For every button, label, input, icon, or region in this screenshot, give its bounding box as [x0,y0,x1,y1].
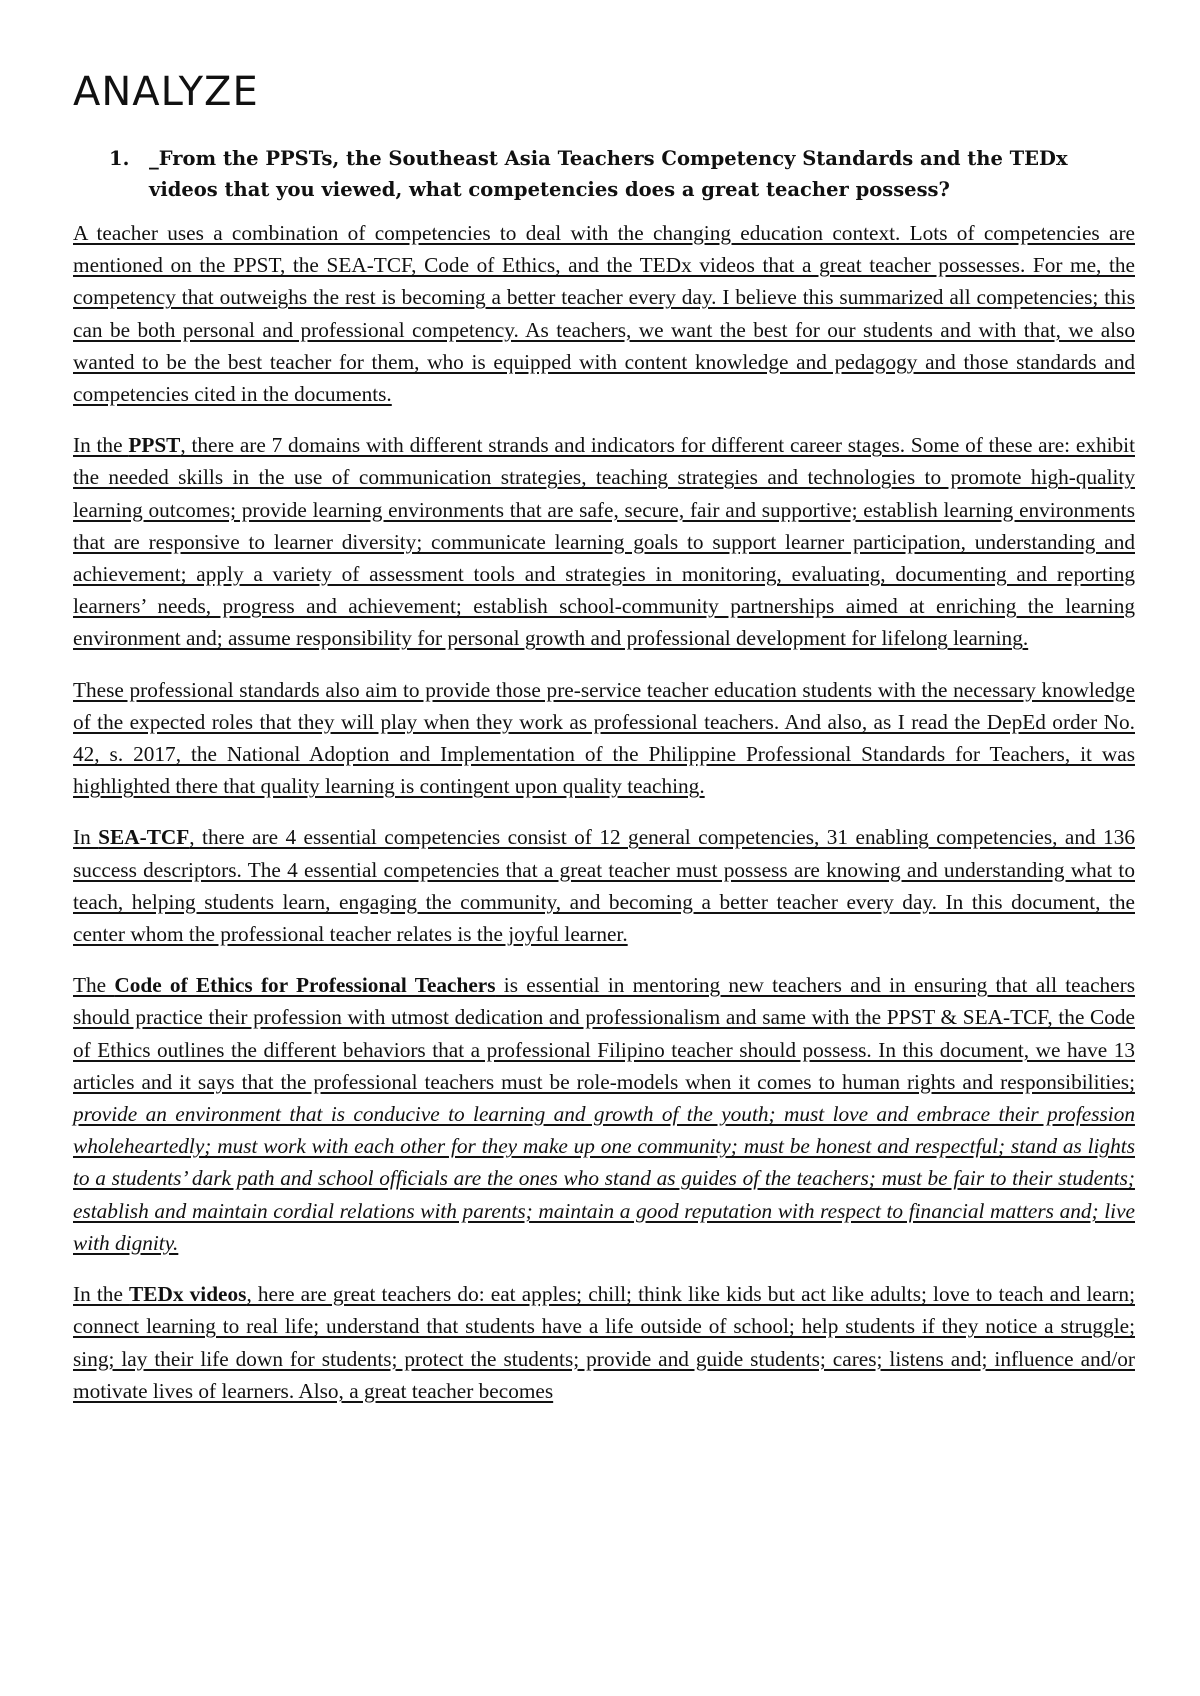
paragraph-italic-text: provide an environment that is conducive to learning and growth of the youth; must love and embrace their profession wholeheartedly; must work with each other for they make up one community; must be honest and respectful; stand as lights to a students’ dark path and school officials are the ones who stand as guides of the teachers; must be fair to their students; establish and maintain cordial relations with parents; maintain a good reputation with respect to financial matters and; live with dignity. [73,1102,1135,1255]
paragraph-lead: In [73,825,99,850]
document-body [73,70,1135,1426]
answer-paragraph-standards [73,674,1135,803]
answer-paragraph-sea-tcf [73,821,1135,950]
paragraph-keyword: SEA-TCF [98,825,190,850]
paragraph-text: , here are great teachers do: eat apples; chill; think like kids but act like adults; love to teach and learn; connect learning to real life; understand that students have a life outside of school; help students if they notice a struggle; sing; lay their life down for students; protect the students; provide and guide students; cares; listens and; influence and/or motivate lives of learners. Also, a great teacher becomes [73,1282,1135,1403]
question-number: 1. [109,147,130,170]
paragraph-text: is essential in mentoring new teachers and in ensuring that all teachers should practice their profession with utmost dedication and professionalism and same with the PPST & SEA-TCF, the Code of Ethics outlines the different behaviors that a professional Filipino teacher should possess. In this document, we have 13 articles and it says that the professional teachers must be role-models when it comes to human rights and responsibilities; [73,973,1136,1094]
paragraph-keyword: PPST [128,433,181,458]
question-text: _From the PPSTs, the Southeast Asia Teachers Competency Standards and the TEDx videos that you viewed, what competencies does a great teacher possess? [149,147,1068,201]
paragraph-keyword: Code of Ethics for Professional Teachers [114,973,496,998]
paragraph-text: , there are 4 essential competencies consist of 12 general competencies, 31 enabling competencies, and 136 success descriptors. The 4 essential competencies that a great teacher must possess are knowing and understanding what to teach, helping students learn, engaging the community, and becoming a better teacher every day. In this document, the center whom the professional teacher relates is the joyful learner. [73,825,1135,947]
answer-paragraph-code-of-ethics [73,969,1135,1259]
paragraph-keyword: TEDx videos [129,1282,247,1307]
paragraph-lead: In the [73,1282,130,1307]
answer-paragraph-intro [73,217,1135,410]
paragraph-text: These professional standards also aim to provide those pre-service teacher education students with the necessary knowledge of the expected roles that they will play when they work as professional teachers. And also, as I read the DepEd order No. 42, s. 2017, the National Adoption and Implementation of the Philippine Professional Standards for Teachers, it was highlighted there that quality learning is contingent upon quality teaching. [73,677,1135,799]
paragraph-lead: In the [73,433,129,458]
paragraph-lead: The [73,973,115,998]
paragraph-text: , there are 7 domains with different strands and indicators for different career stages. Some of these are: exhibit the needed skills in the use of communication strategies, teaching strategies and technologies to promote high-quality learning outcomes; provide learning environments that are safe, secure, fair and supportive; establish learning environments that are responsive to learner diversity; communicate learning goals to support learner participation, understanding and achievement; apply a variety of assessment tools and strategies in monitoring, evaluating, documenting and reporting learners’ needs, progress and achievement; establish school-community partnerships aimed at enriching the learning environment and; assume responsibility for personal growth and professional development for lifelong learning. [73,433,1135,651]
answer-paragraph-tedx [73,1278,1135,1407]
answer-paragraph-ppst [73,429,1135,654]
question-item [73,143,1135,205]
page-heading: ANALYZE [73,69,259,115]
paragraph-text: A teacher uses a combination of competencies to deal with the changing education context. Lots of competencies are mentioned on the PPST, the SEA-TCF, Code of Ethics, and the TEDx videos that a great teacher possesses. For me, the competency that outweighs the rest is becoming a better teacher every day. I believe this summarized all competencies; this can be both personal and professional competency. As teachers, we want the best for our students and with that, we also wanted to be the best teacher for them, who is equipped with content knowledge and pedagogy and those standards and competencies cited in the documents. [73,221,1135,407]
